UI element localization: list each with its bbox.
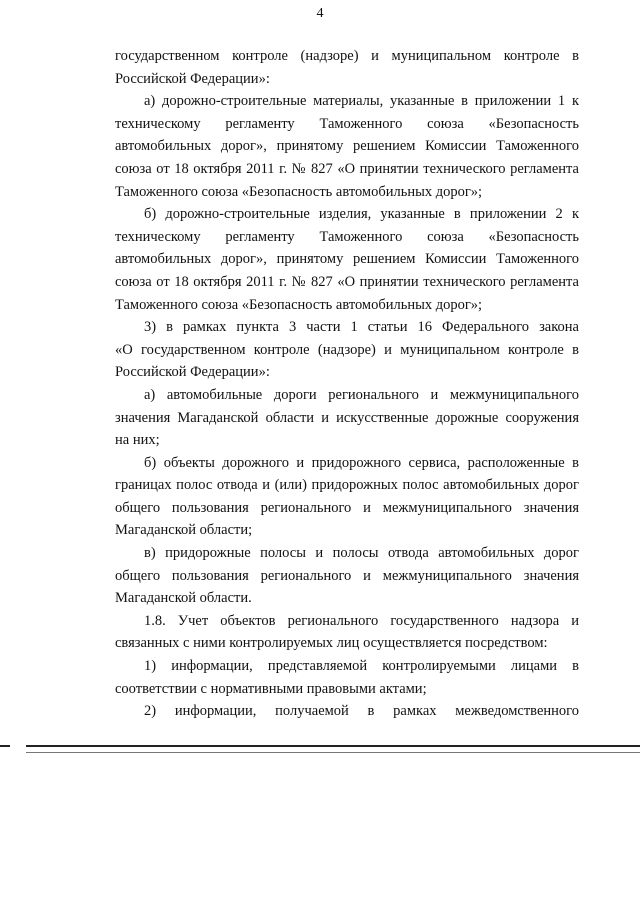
text-line: союза от 18 октября 2011 г. № 827 «О принятии технического регламента bbox=[115, 160, 579, 177]
text-line: границах полос отвода и (или) придорожных полос автомобильных дорог bbox=[115, 477, 579, 494]
text-line: автомобильных дорог», принятому решением Комиссии Таможенного bbox=[115, 138, 579, 155]
page-bottom-rule-thin bbox=[26, 752, 640, 753]
text-line: общего пользования регионального и межмуниципального значения bbox=[115, 567, 579, 584]
text-line: техническому регламенту Таможенного союза «Безопасность bbox=[115, 115, 579, 132]
text-line: б) дорожно-строительные изделия, указанные в приложении 2 к bbox=[144, 206, 579, 223]
text-line: Магаданской области. bbox=[115, 590, 252, 607]
text-line: общего пользования регионального и межмуниципального значения bbox=[115, 499, 579, 516]
scan-edge-mark bbox=[0, 745, 10, 747]
text-line: Таможенного союза «Безопасность автомобильных дорог»; bbox=[115, 183, 483, 200]
text-line: Магаданской области; bbox=[115, 522, 253, 539]
page-bottom-rule bbox=[26, 745, 640, 747]
page-number: 4 bbox=[316, 6, 324, 21]
text-line: Таможенного союза «Безопасность автомобильных дорог»; bbox=[115, 296, 483, 313]
text-line: в) придорожные полосы и полосы отвода автомобильных дорог bbox=[144, 545, 579, 562]
text-line: 1) информации, представляемой контролируемыми лицами в bbox=[144, 658, 579, 675]
text-line: значения Магаданской области и искусственные дорожные сооружения bbox=[115, 409, 579, 426]
text-line: соответствии с нормативными правовыми актами; bbox=[115, 680, 427, 697]
text-line: Российской Федерации»: bbox=[115, 364, 270, 381]
text-line: а) автомобильные дороги регионального и межмуниципального bbox=[144, 386, 579, 403]
text-line: связанных с ними контролируемых лиц осуществляется посредством: bbox=[115, 635, 548, 652]
text-line: техническому регламенту Таможенного союза «Безопасность bbox=[115, 228, 579, 245]
text-line: а) дорожно-строительные материалы, указанные в приложении 1 к bbox=[144, 93, 579, 110]
text-line: 3) в рамках пункта 3 части 1 статьи 16 Федерального закона bbox=[144, 319, 579, 336]
text-line: 2) информации, получаемой в рамках межведомственного bbox=[144, 703, 579, 720]
text-line: Российской Федерации»: bbox=[115, 70, 270, 87]
text-line: автомобильных дорог», принятому решением Комиссии Таможенного bbox=[115, 251, 579, 268]
text-line: государственном контроле (надзоре) и муниципальном контроле в bbox=[115, 48, 579, 64]
text-line: 1.8. Учет объектов регионального государственного надзора и bbox=[144, 612, 579, 629]
text-line: б) объекты дорожного и придорожного сервиса, расположенные в bbox=[144, 454, 579, 471]
text-line: союза от 18 октября 2011 г. № 827 «О принятии технического регламента bbox=[115, 273, 579, 290]
document-body bbox=[115, 45, 579, 723]
text-line: «О государственном контроле (надзоре) и муниципальном контроле в bbox=[115, 341, 579, 358]
text-line: на них; bbox=[115, 432, 160, 449]
